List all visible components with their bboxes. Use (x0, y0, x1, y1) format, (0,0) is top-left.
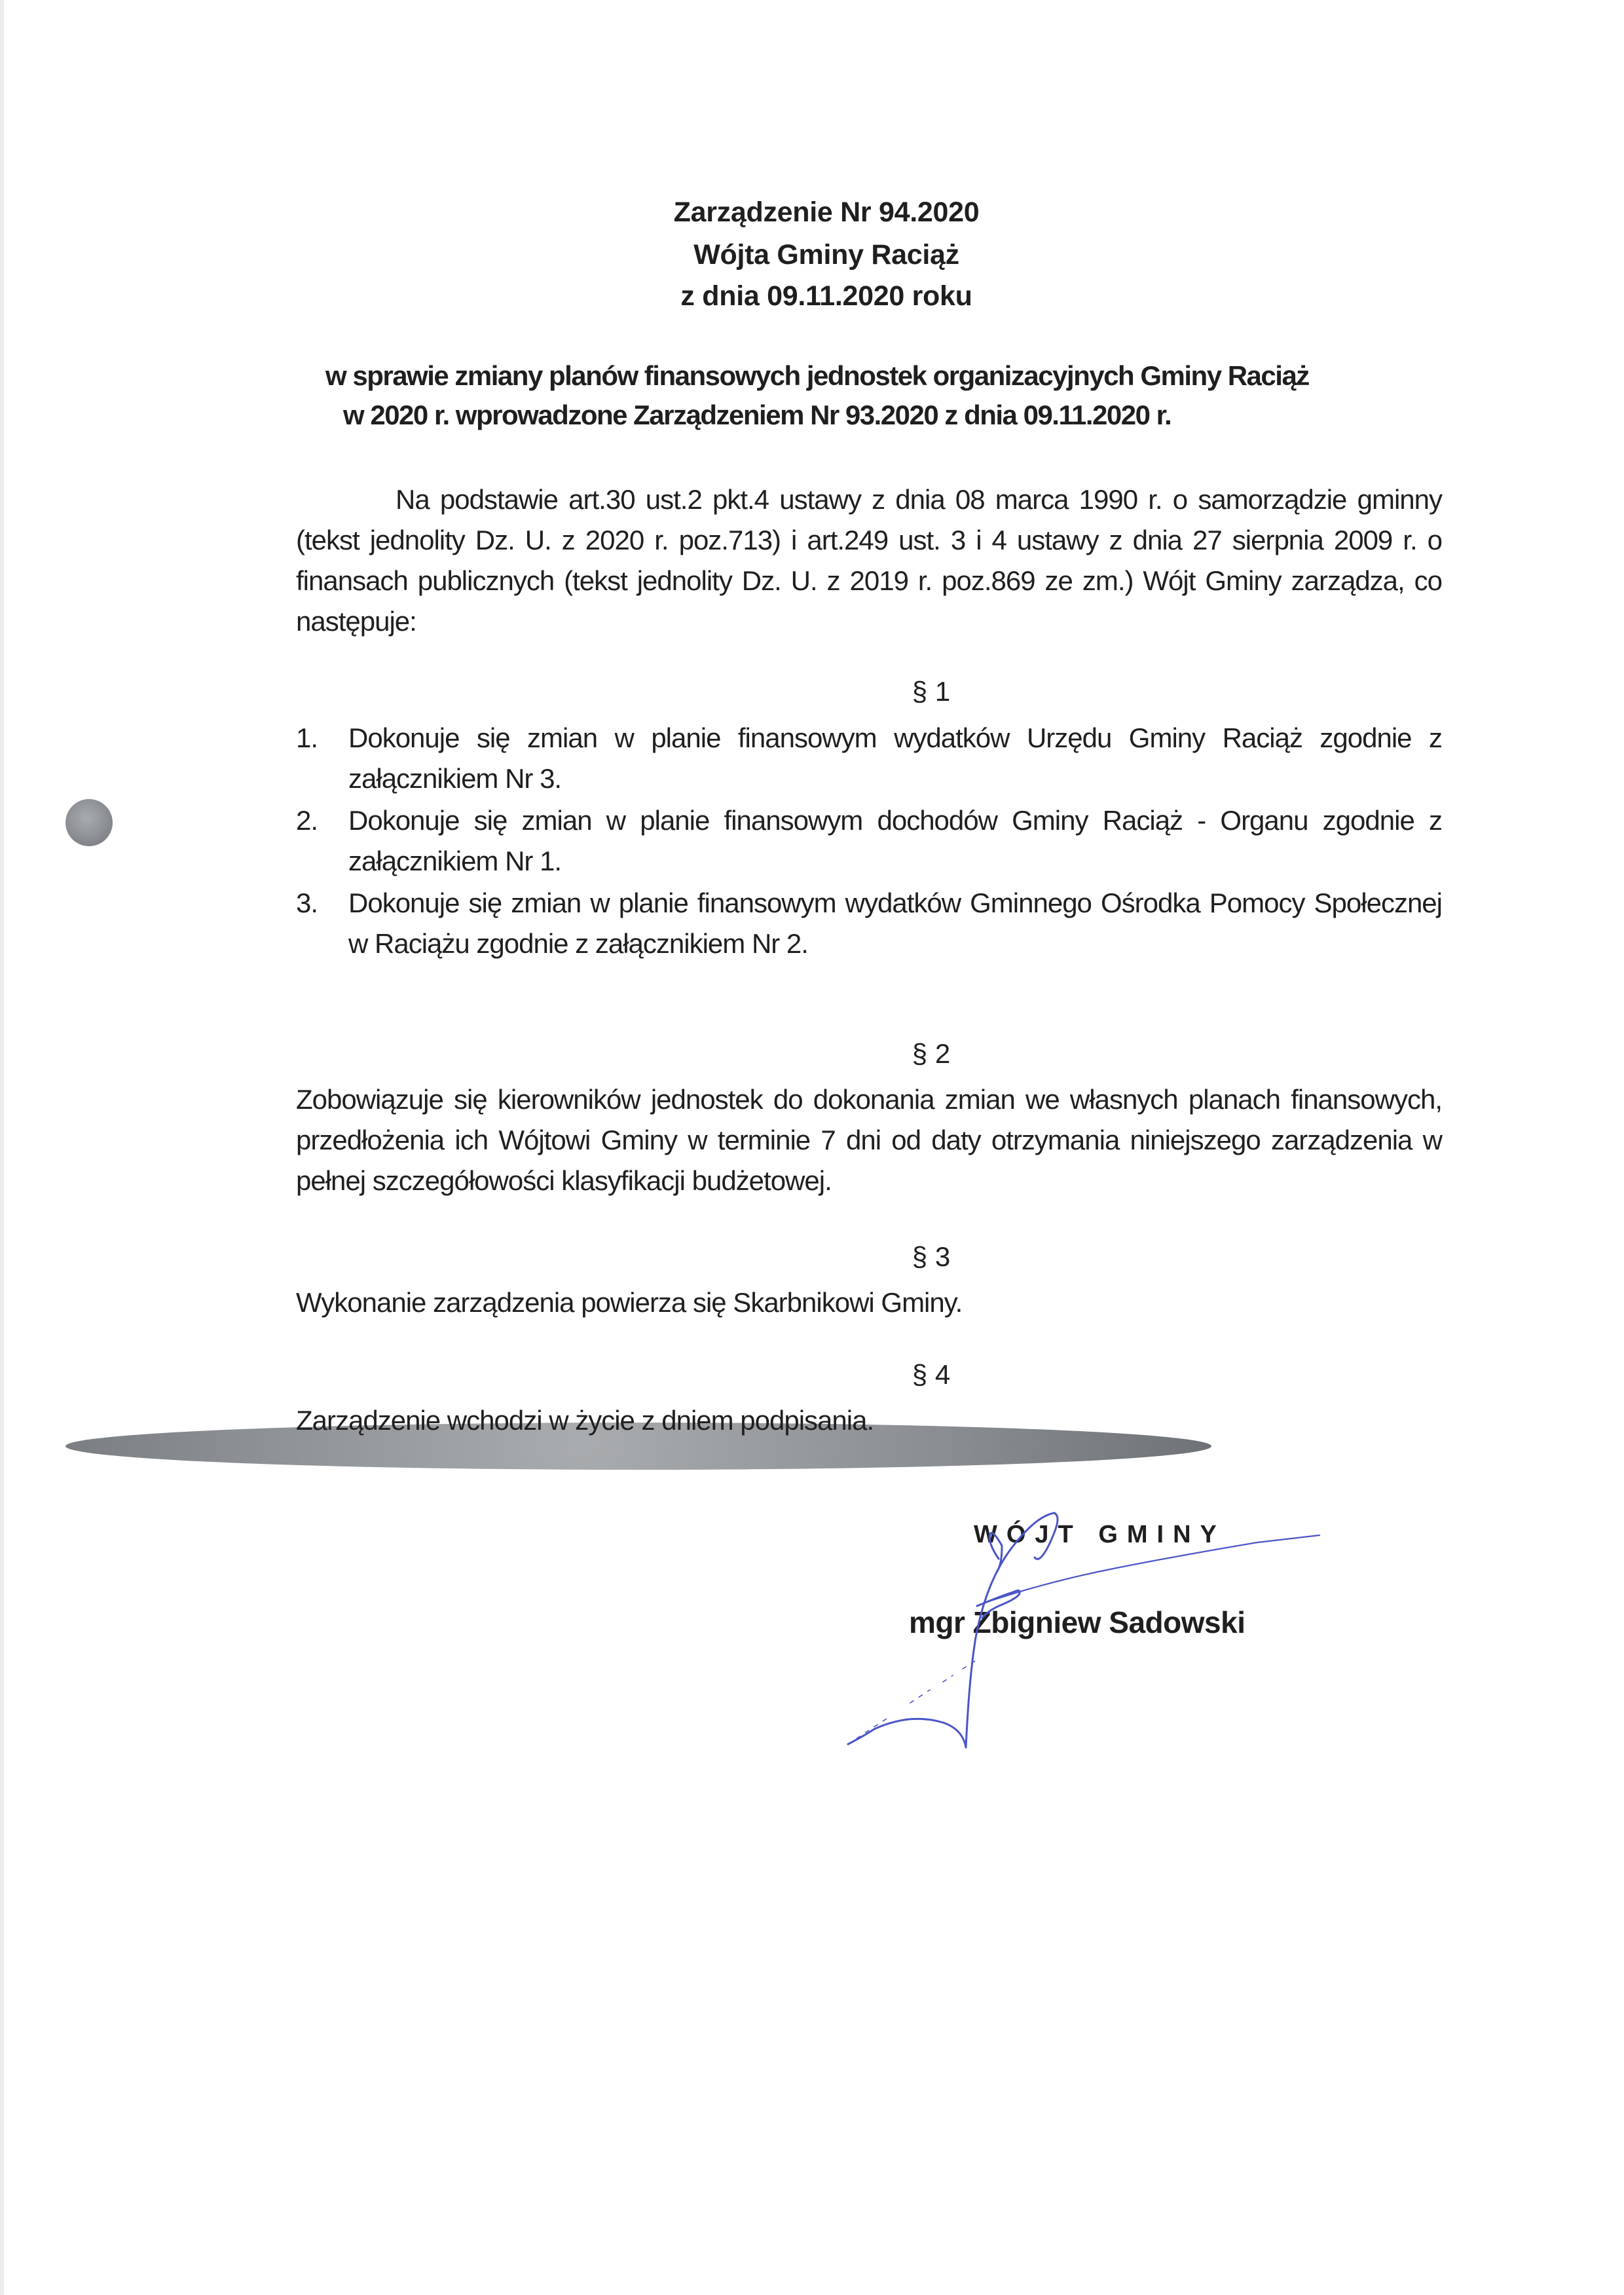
list-item-number: 2. (296, 805, 318, 836)
section-mark-1: § 1 (912, 676, 951, 707)
section-mark-2: § 2 (912, 1038, 951, 1069)
document-issuer: Wójta Gminy Raciąż (693, 239, 959, 271)
list-item-text: Dokonuje się zmian w planie finansowym dochodów Gminy Raciąż - Organu zgodnie z załącznikiem Nr 1. (348, 805, 1442, 876)
document-title: Zarządzenie Nr 94.2020 (673, 196, 980, 228)
subject-line-1: w sprawie zmiany planów finansowych jednostek organizacyjnych Gminy Raciąż (325, 360, 1309, 391)
list-item-number: 3. (296, 887, 318, 918)
list-item-text: Dokonuje się zmian w planie finansowym wydatków Gminnego Ośrodka Pomocy Społecznej w Raciążu zgodnie z załącznikiem Nr 2. (348, 887, 1442, 959)
signatory-title: WÓJT GMINY (974, 1521, 1226, 1548)
section-3-text: Wykonanie zarządzenia powierza się Skarbnikowi Gminy. (296, 1287, 963, 1318)
list-item-number: 1. (296, 722, 318, 753)
section-mark-3: § 3 (912, 1241, 951, 1272)
list-item-text: Dokonuje się zmian w planie finansowym wydatków Urzędu Gminy Raciąż zgodnie z załącznikiem Nr 3. (348, 722, 1442, 794)
signature-stroke (848, 1658, 979, 1744)
section-4-text: Zarządzenie wchodzi w życie z dniem podpisania. (296, 1405, 874, 1436)
document-date: z dnia 09.11.2020 roku (680, 280, 972, 312)
section-2-text: Zobowiązuje się kierowników jednostek do dokonania zmian we własnych planach finansowych, przedłożenia ich Wójtowi Gminy w terminie 7 dni od daty otrzymania niniejszego zarządzenia w pełnej szczegółowości klasyfikacji budżetowej. (296, 1084, 1442, 1196)
list-item (296, 883, 1442, 964)
legal-basis-paragraph: Na podstawie art.30 ust.2 pkt.4 ustawy z dnia 08 marca 1990 r. o samorządzie gminny (tekst jednolity Dz. U. z 2020 r. poz.713) i art.249 ust. 3 i 4 ustawy z dnia 27 sierpnia 2009 r. o finansach publicznych (tekst jednolity Dz. U. z 2019 r. poz.869 ze zm.) Wójt Gminy zarządza, co następuje: (296, 484, 1442, 637)
subject-line-2: w 2020 r. wprowadzone Zarządzeniem Nr 93.2020 z dnia 09.11.2020 r. (343, 400, 1172, 430)
section-mark-4: § 4 (912, 1359, 951, 1390)
list-item (296, 800, 1442, 882)
signatory-name: mgr Zbigniew Sadowski (909, 1605, 1246, 1639)
section-1-list (296, 718, 1442, 965)
page-edge (0, 0, 4, 2295)
punch-hole (65, 799, 113, 846)
list-item (296, 718, 1442, 799)
